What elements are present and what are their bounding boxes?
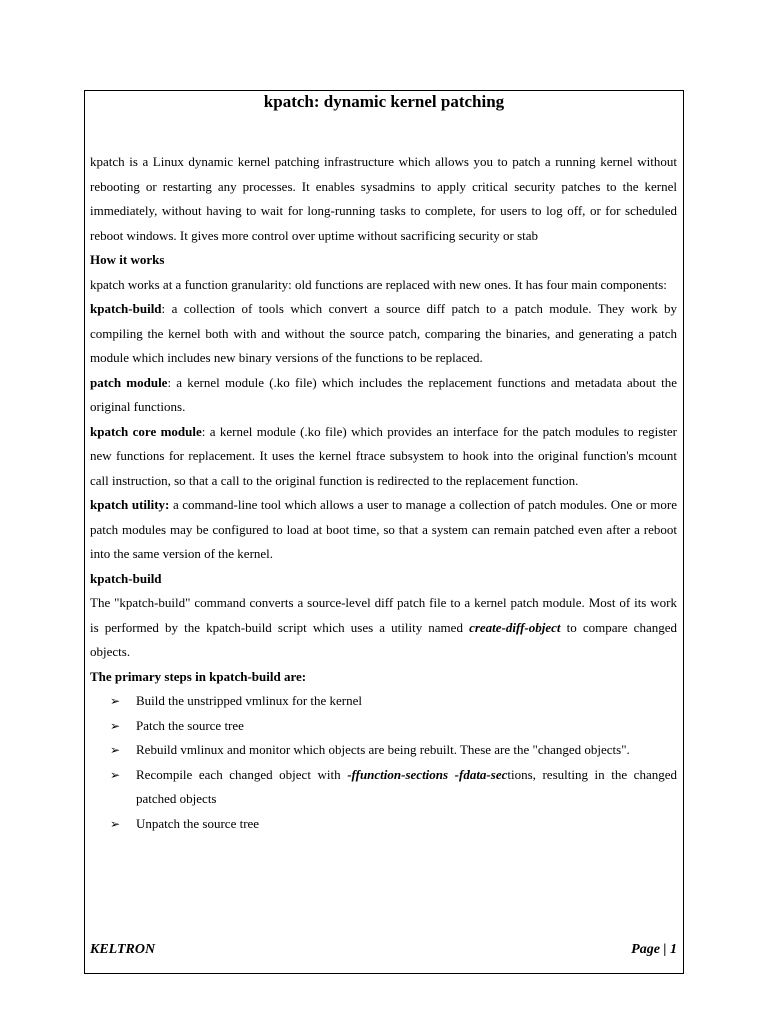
step-item [110, 812, 677, 837]
step-item [110, 738, 677, 763]
step-text-after: tions, resulting in the changed patched objects [136, 766, 677, 806]
kpatch-build-heading: kpatch-build [90, 570, 162, 586]
step-text-before: Recompile each changed object with [136, 766, 348, 782]
component-term: kpatch core module [90, 423, 202, 439]
component-term: kpatch utility: [90, 497, 170, 512]
kpatch-build-text-after: to compare changed objects. [90, 619, 677, 659]
step-item [110, 689, 677, 714]
steps-heading: The primary steps in kpatch-build are: [90, 668, 307, 684]
arrow-bullet-icon: ➢ [110, 743, 121, 757]
step-item [110, 763, 677, 812]
footer-organization: KELTRON [90, 942, 156, 957]
footer-page-number: Page | 1 [631, 942, 677, 957]
kpatch-build-text-before: The "kpatch-build" command converts a source-level diff patch file to a kernel patch module. Most of its work is performed by the kpatch-build script which uses a utility named [90, 595, 677, 635]
arrow-bullet-icon: ➢ [110, 718, 121, 733]
arrow-bullet-icon: ➢ [110, 816, 121, 831]
component-kpatch-build [90, 297, 677, 371]
component-term: patch module [90, 374, 168, 390]
step-text [136, 763, 677, 812]
steps-list [90, 689, 677, 836]
component-description: a command-line tool which allows a user to manage a collection of patch modules. One or more patch modules may be configured to load at boot time, so that a system can remain patched even after a reboot into the same version of the kernel. [90, 497, 678, 561]
how-it-works-heading: How it works [90, 252, 165, 267]
compiler-flags-emphasis: -ffunction-sections -fdata-sec [347, 766, 508, 782]
arrow-bullet-icon: ➢ [110, 767, 121, 782]
step-text: Build the unstripped vmlinux for the kernel [136, 693, 363, 708]
step-text: Unpatch the source tree [136, 815, 260, 831]
create-diff-object-emphasis: create-diff-object [469, 619, 561, 635]
document-title: kpatch: dynamic kernel patching [263, 92, 505, 111]
component-description: : a kernel module (.ko file) which includes the replacement functions and metadata about the original functions. [90, 374, 677, 414]
kpatch-build-paragraph [90, 591, 677, 665]
step-item [110, 714, 677, 739]
how-it-works-paragraph: kpatch works at a function granularity: old functions are replaced with new ones. It has four main components: [90, 276, 667, 292]
component-kpatch-core-module [90, 420, 677, 494]
step-text: Patch the source tree [136, 717, 244, 733]
arrow-bullet-icon: ➢ [110, 694, 121, 708]
component-description: : a collection of tools which convert a source diff patch to a patch module. They work by compiling the kernel both with and without the source patch, comparing the binaries, and generating a patch module which includes new binary versions of the functions to be replaced. [90, 301, 677, 365]
document-body [90, 150, 677, 836]
step-text: Rebuild vmlinux and monitor which objects are being rebuilt. These are the "changed objects". [136, 742, 630, 757]
component-term: kpatch-build [90, 301, 162, 316]
component-patch-module [90, 371, 677, 420]
intro-paragraph: kpatch is a Linux dynamic kernel patching infrastructure which allows you to patch a running kernel without rebooting or restarting any processes. It enables sysadmins to apply critical security patches to the kernel immediately, without having to wait for long-running tasks to complete, for users to log off, or for scheduled reboot windows. It gives more control over uptime without sacrificing security or stab [90, 154, 677, 243]
component-description: : a kernel module (.ko file) which provides an interface for the patch modules to register new functions for replacement. It uses the kernel ftrace subsystem to hook into the original function's mcount call instruction, so that a call to the original function is redirected to the replacement function. [90, 423, 677, 488]
component-kpatch-utility [90, 493, 677, 567]
